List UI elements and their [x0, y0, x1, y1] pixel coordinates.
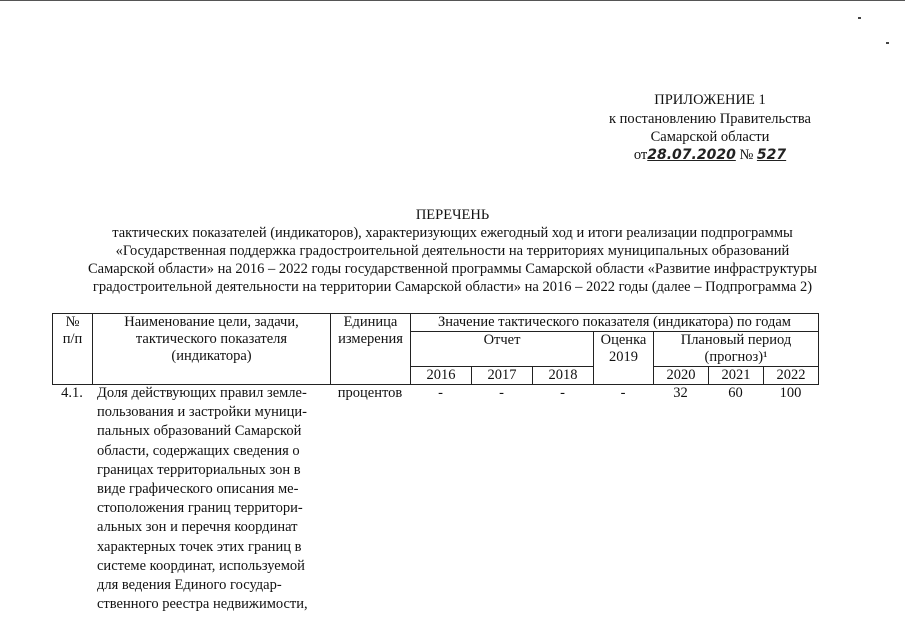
- description-line: характерных точек этих границ в: [97, 538, 302, 555]
- handwritten-date: 28.07.2020: [647, 147, 736, 163]
- scan-top-edge: [0, 0, 905, 1]
- annex-title: ПРИЛОЖЕНИЕ 1: [654, 92, 766, 108]
- year-2018: 2018: [533, 367, 594, 385]
- handwritten-number: 527: [756, 147, 787, 163]
- annex-line-resolution: к постановлению Правительства: [609, 111, 811, 127]
- value-2017: -: [499, 385, 504, 401]
- scan-speck: [886, 42, 889, 44]
- year-2016: 2016: [411, 367, 472, 385]
- value-2020: 32: [673, 385, 688, 401]
- description-line: альных зон и перечня координат: [97, 519, 298, 536]
- header-name: Наименование цели, задачи, тактического показателя (индикатора): [93, 314, 331, 385]
- row-description: [97, 384, 325, 614]
- title-line-4: градостроительной деятельности на территории Самарской области» на 2016 – 2022 годы (далее – Подпрограмма 2): [92, 279, 813, 295]
- header-num: № п/п: [53, 314, 93, 385]
- header-report: Отчет: [411, 332, 594, 367]
- document-heading: ПЕРЕЧЕНЬ: [415, 207, 490, 223]
- value-2022: 100: [779, 385, 802, 401]
- scan-speck: [858, 17, 861, 19]
- description-line: системе координат, используемой: [97, 557, 305, 574]
- description-line: пользования и застройки муници-: [97, 404, 307, 421]
- value-2021: 60: [728, 385, 743, 401]
- date-prefix: от: [633, 147, 648, 163]
- title-line-1: тактических показателей (индикаторов), характеризующих ежегодный ход и итоги реализации подпрограммы: [112, 225, 793, 241]
- header-values-group: Значение тактического показателя (индикатора) по годам: [411, 314, 819, 332]
- value-2018: -: [560, 385, 565, 401]
- year-2017: 2017: [472, 367, 533, 385]
- description-line: для ведения Единого государ-: [97, 577, 282, 594]
- year-2021: 2021: [709, 367, 764, 385]
- description-line: области, содержащих сведения о: [97, 442, 300, 459]
- row-unit: процентов: [337, 385, 403, 401]
- title-line-2: «Государственная поддержка градостроительной деятельности на территориях муниципальных образований: [115, 243, 790, 259]
- header-unit: Единица измерения: [331, 314, 411, 385]
- value-2016: -: [438, 385, 443, 401]
- annex-date-number: [560, 146, 860, 164]
- description-line: пальных образований Самарской: [97, 423, 302, 440]
- indicators-table-header: [52, 313, 819, 385]
- year-2022: 2022: [764, 367, 819, 385]
- description-line: границах территориальных зон в: [97, 461, 301, 478]
- number-prefix: №: [739, 147, 754, 163]
- title-line-3: Самарской области» на 2016 – 2022 годы государственной программы Самарской области «Развитие инфраструктуры: [88, 261, 817, 277]
- description-line: виде графического описания ме-: [97, 481, 299, 498]
- description-line: Доля действующих правил земле-: [97, 385, 307, 401]
- annex-line-region: Самарской области: [650, 129, 770, 145]
- header-planned: Плановый период (прогноз)¹: [654, 332, 819, 367]
- year-2020: 2020: [654, 367, 709, 385]
- description-line: стоположения границ территори-: [97, 500, 303, 517]
- value-2019-estimate: -: [620, 385, 626, 401]
- header-estimate: Оценка 2019: [594, 332, 654, 385]
- row-number: 4.1.: [61, 385, 83, 401]
- description-line: ственного реестра недвижимости,: [97, 596, 308, 613]
